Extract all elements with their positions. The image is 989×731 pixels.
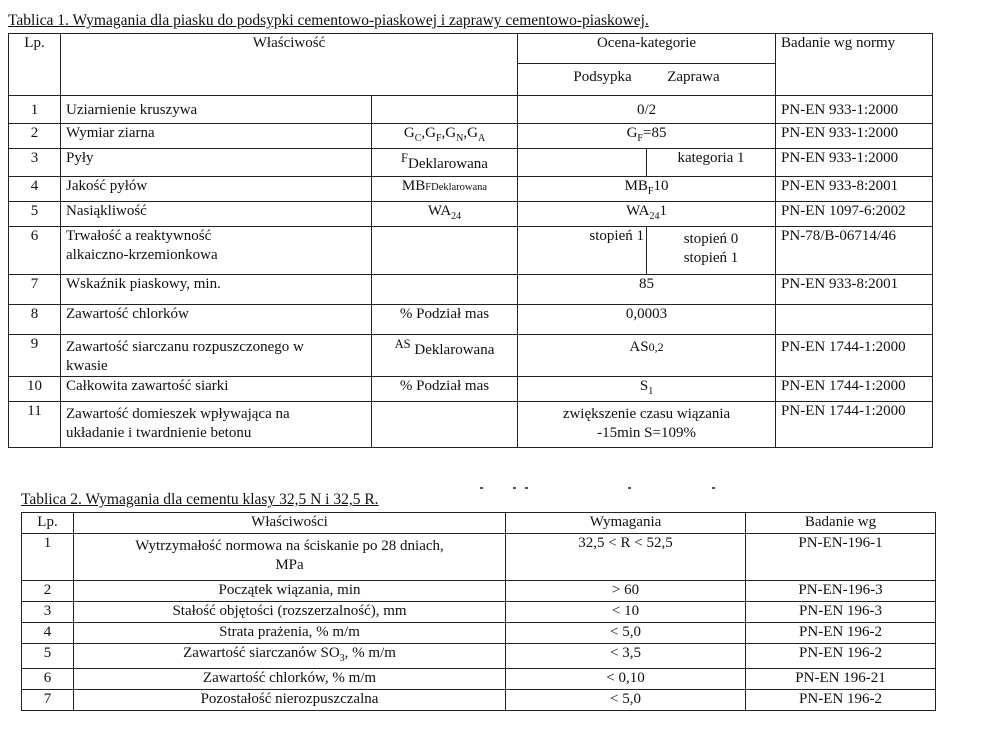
header-property: Właściwość (61, 34, 518, 96)
row-requirement: > 60 (506, 581, 746, 602)
row-name: Nasiąkliwość (61, 202, 372, 227)
row-standard: PN-EN 933-1:2000 (776, 96, 933, 124)
row-standard: PN-EN 196-21 (746, 669, 936, 690)
row-standard: PN-EN 933-1:2000 (776, 149, 933, 177)
row-name: Zawartość siarczanu rozpuszczonego w kwasie (61, 335, 372, 377)
row-requirement: < 5,0 (506, 623, 746, 644)
row-name: Zawartość chlorków, % m/m (74, 669, 506, 690)
header-lp: Lp. (22, 513, 74, 534)
row-lp: 7 (22, 690, 74, 711)
header-standard: Badanie wg (746, 513, 936, 534)
table-row (9, 377, 933, 402)
row-requirement: < 0,10 (506, 669, 746, 690)
row-standard: PN-EN 1744-1:2000 (776, 402, 933, 448)
row-standard: PN-EN-196-1 (746, 534, 936, 581)
row-name: Wytrzymałość normowa na ściskanie po 28 dniach, MPa (74, 534, 506, 581)
table-row (9, 402, 933, 448)
row-lp: 3 (22, 602, 74, 623)
cement-requirements-table (21, 512, 936, 711)
row-lp: 2 (9, 124, 61, 149)
row-symbol: % Podział mas (372, 305, 518, 335)
row-symbol: $^{AS}$ Deklarowana (372, 335, 518, 377)
table-row (9, 177, 933, 202)
table2-caption: Tablica 2. Wymagania dla cementu klasy 32,5 N i 32,5 R. (21, 491, 379, 508)
header-requirement: Wymagania (506, 513, 746, 534)
row-standard: PN-EN 933-1:2000 (776, 124, 933, 149)
header-lp: Lp. (9, 34, 61, 96)
row-symbol (372, 275, 518, 305)
row-name: Jakość pyłów (61, 177, 372, 202)
row-value: 0,0003 (518, 305, 776, 335)
row-lp: 3 (9, 149, 61, 177)
table-row (22, 644, 936, 669)
table-row (9, 149, 933, 177)
table-row (22, 534, 936, 581)
row-lp: 7 (9, 275, 61, 305)
table1-caption: Tablica 1. Wymagania dla piasku do podsypki cementowo-piaskowej i zaprawy cementowo-piaskowej. (8, 12, 649, 29)
row-lp: 4 (22, 623, 74, 644)
table-row (9, 227, 933, 275)
row-lp: 6 (22, 669, 74, 690)
row-standard: PN-EN 196-2 (746, 644, 936, 669)
row-symbol: % Podział mas (372, 377, 518, 402)
row-value-podsypka (518, 149, 647, 177)
row-lp: 11 (9, 402, 61, 448)
row-standard: PN-EN-196-3 (746, 581, 936, 602)
row-name: Zawartość chlorków (61, 305, 372, 335)
row-lp: 8 (9, 305, 61, 335)
header-podsypka: Podsypka (573, 69, 632, 85)
table-row (9, 202, 933, 227)
row-standard: PN-EN 1097-6:2002 (776, 202, 933, 227)
row-standard (776, 305, 933, 335)
row-lp: 5 (9, 202, 61, 227)
row-lp: 9 (9, 335, 61, 377)
row-requirement: 32,5 < R < 52,5 (506, 534, 746, 581)
row-symbol: MBFDeklarowana (372, 177, 518, 202)
row-value: AS0,2 (518, 335, 776, 377)
row-name: Całkowita zawartość siarki (61, 377, 372, 402)
row-name: Zawartość siarczanów $SO_3$, % m/m (74, 644, 506, 669)
row-name: Wymiar ziarna (61, 124, 372, 149)
table-row (9, 124, 933, 149)
row-value: $WA_{24}1$ (518, 202, 776, 227)
row-standard: PN-EN 1744-1:2000 (776, 335, 933, 377)
row-standard: PN-EN 196-2 (746, 623, 936, 644)
row-name: Pyły (61, 149, 372, 177)
row-symbol (372, 96, 518, 124)
table-row (9, 305, 933, 335)
row-name: Stałość objętości (rozszerzalność), mm (74, 602, 506, 623)
header-standard: Badanie wg normy (776, 34, 933, 96)
row-lp: 6 (9, 227, 61, 275)
scan-specks (480, 487, 780, 493)
row-value: $S_1$ (518, 377, 776, 402)
row-name: Wskaźnik piaskowy, min. (61, 275, 372, 305)
row-name: Uziarnienie kruszywa (61, 96, 372, 124)
row-symbol (372, 402, 518, 448)
row-lp: 1 (22, 534, 74, 581)
row-requirement: < 5,0 (506, 690, 746, 711)
row-symbol: $G_C,G_F,G_N,G_A$ (372, 124, 518, 149)
row-value: 85 (518, 275, 776, 305)
header-zaprawa: Zaprawa (667, 69, 720, 85)
table-row (22, 669, 936, 690)
table-row (22, 690, 936, 711)
table-row (22, 602, 936, 623)
row-requirement: < 10 (506, 602, 746, 623)
table-header-row (22, 513, 936, 534)
row-standard: PN-EN 196-2 (746, 690, 936, 711)
row-requirement: < 3,5 (506, 644, 746, 669)
row-lp: 5 (22, 644, 74, 669)
row-name: Pozostałość nierozpuszczalna (74, 690, 506, 711)
row-symbol (372, 227, 518, 275)
header-property: Właściwości (74, 513, 506, 534)
table-row (22, 581, 936, 602)
header-rating: Ocena-kategorie (518, 34, 776, 64)
row-standard: PN-EN 933-8:2001 (776, 275, 933, 305)
row-value: 0/2 (518, 96, 776, 124)
row-lp: 10 (9, 377, 61, 402)
table-row (22, 623, 936, 644)
row-symbol: $WA_{24}$ (372, 202, 518, 227)
table-row (9, 335, 933, 377)
row-value: zwiększenie czasu wiązania -15min S=109% (518, 402, 776, 448)
row-value: $MB_F10$ (518, 177, 776, 202)
row-name: Trwałość a reaktywność alkaiczno-krzemionkowa (61, 227, 372, 275)
row-symbol: $^F$Deklarowana (372, 149, 518, 177)
row-standard: PN-EN 1744-1:2000 (776, 377, 933, 402)
row-name: Zawartość domieszek wpływająca na układanie i twardnienie betonu (61, 402, 372, 448)
row-name: Strata prażenia, % m/m (74, 623, 506, 644)
row-standard: PN-78/B-06714/46 (776, 227, 933, 275)
row-standard: PN-EN 196-3 (746, 602, 936, 623)
row-standard: PN-EN 933-8:2001 (776, 177, 933, 202)
sand-requirements-table (8, 33, 933, 448)
header-subcategories (518, 64, 776, 96)
row-lp: 4 (9, 177, 61, 202)
row-value-zaprawa: stopień 0 stopień 1 (647, 227, 776, 275)
row-value: $G_F=85$ (518, 124, 776, 149)
row-lp: 1 (9, 96, 61, 124)
row-name: Początek wiązania, min (74, 581, 506, 602)
table-row (9, 275, 933, 305)
table-row (9, 96, 933, 124)
row-value-zaprawa: kategoria 1 (647, 149, 776, 177)
row-lp: 2 (22, 581, 74, 602)
row-value-podsypka: stopień 1 (518, 227, 647, 275)
